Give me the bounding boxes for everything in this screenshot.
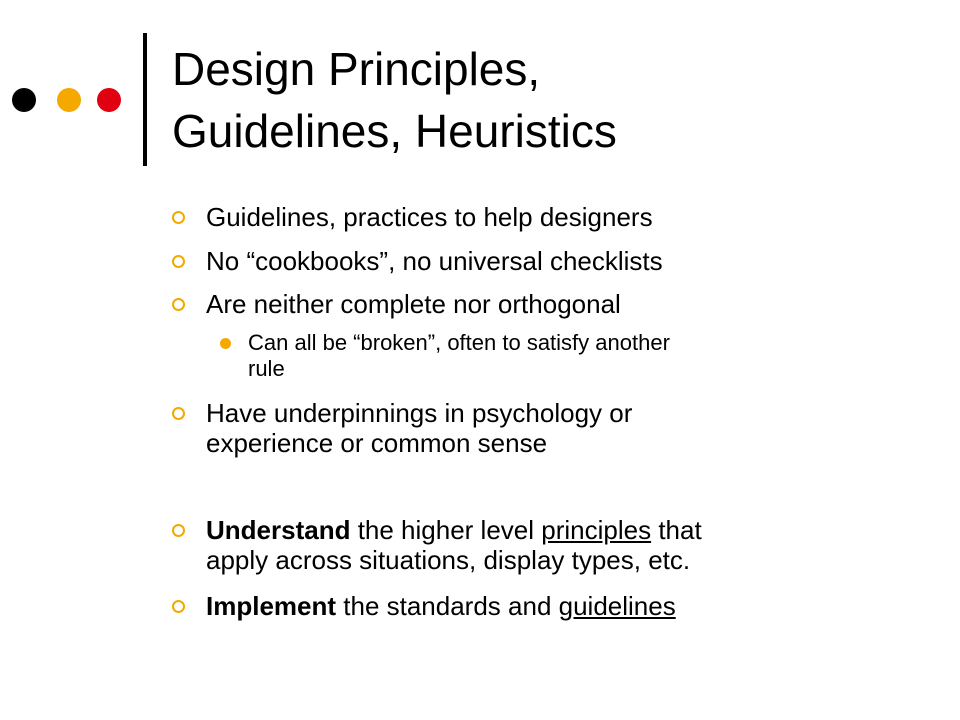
bullet-text-part: the higher level [350, 515, 542, 545]
ring-bullet-icon [172, 298, 185, 311]
bullet-text: No “cookbooks”, no universal checklists [206, 246, 663, 276]
bullet-line-1 [206, 515, 702, 545]
guidelines-link[interactable]: guidelines [558, 591, 676, 621]
ring-bullet-icon [172, 600, 185, 613]
ring-bullet-icon [172, 407, 185, 420]
bullet-text: Are neither complete nor orthogonal [206, 289, 621, 319]
bold-keyword: Understand [206, 515, 351, 545]
bullet-line-2: apply across situations, display types, etc. [206, 545, 691, 575]
sub-bullet-line-2: rule [248, 356, 285, 381]
ring-bullet-icon [172, 211, 185, 224]
bold-keyword: Implement [206, 591, 337, 621]
bullet-item [206, 591, 676, 621]
sub-bullet-line-1: Can all be “broken”, often to satisfy another [248, 330, 670, 355]
bullet-item [206, 515, 702, 575]
sub-bullet-item [248, 330, 670, 382]
bullet-item [206, 202, 653, 232]
bullet-item [206, 246, 663, 276]
red-dot-icon [97, 88, 121, 112]
ring-bullet-icon [172, 524, 185, 537]
title-divider [143, 33, 147, 166]
bullet-text-part: the standards and [336, 591, 559, 621]
black-dot-icon [12, 88, 36, 112]
orange-dot-icon [57, 88, 81, 112]
principles-link[interactable]: principles [541, 515, 652, 545]
title-line-2: Guidelines, Heuristics [172, 105, 617, 157]
slide-title [172, 38, 617, 162]
ring-bullet-icon [172, 255, 185, 268]
bullet-item [206, 289, 621, 319]
bullet-line-2: experience or common sense [206, 428, 548, 458]
disc-bullet-icon [220, 338, 231, 349]
title-line-1: Design Principles, [172, 43, 541, 95]
bullet-text-end: that [651, 515, 702, 545]
bullet-line-1: Have underpinnings in psychology or [206, 398, 633, 428]
bullet-item [206, 398, 632, 458]
bullet-text: Guidelines, practices to help designers [206, 202, 653, 232]
